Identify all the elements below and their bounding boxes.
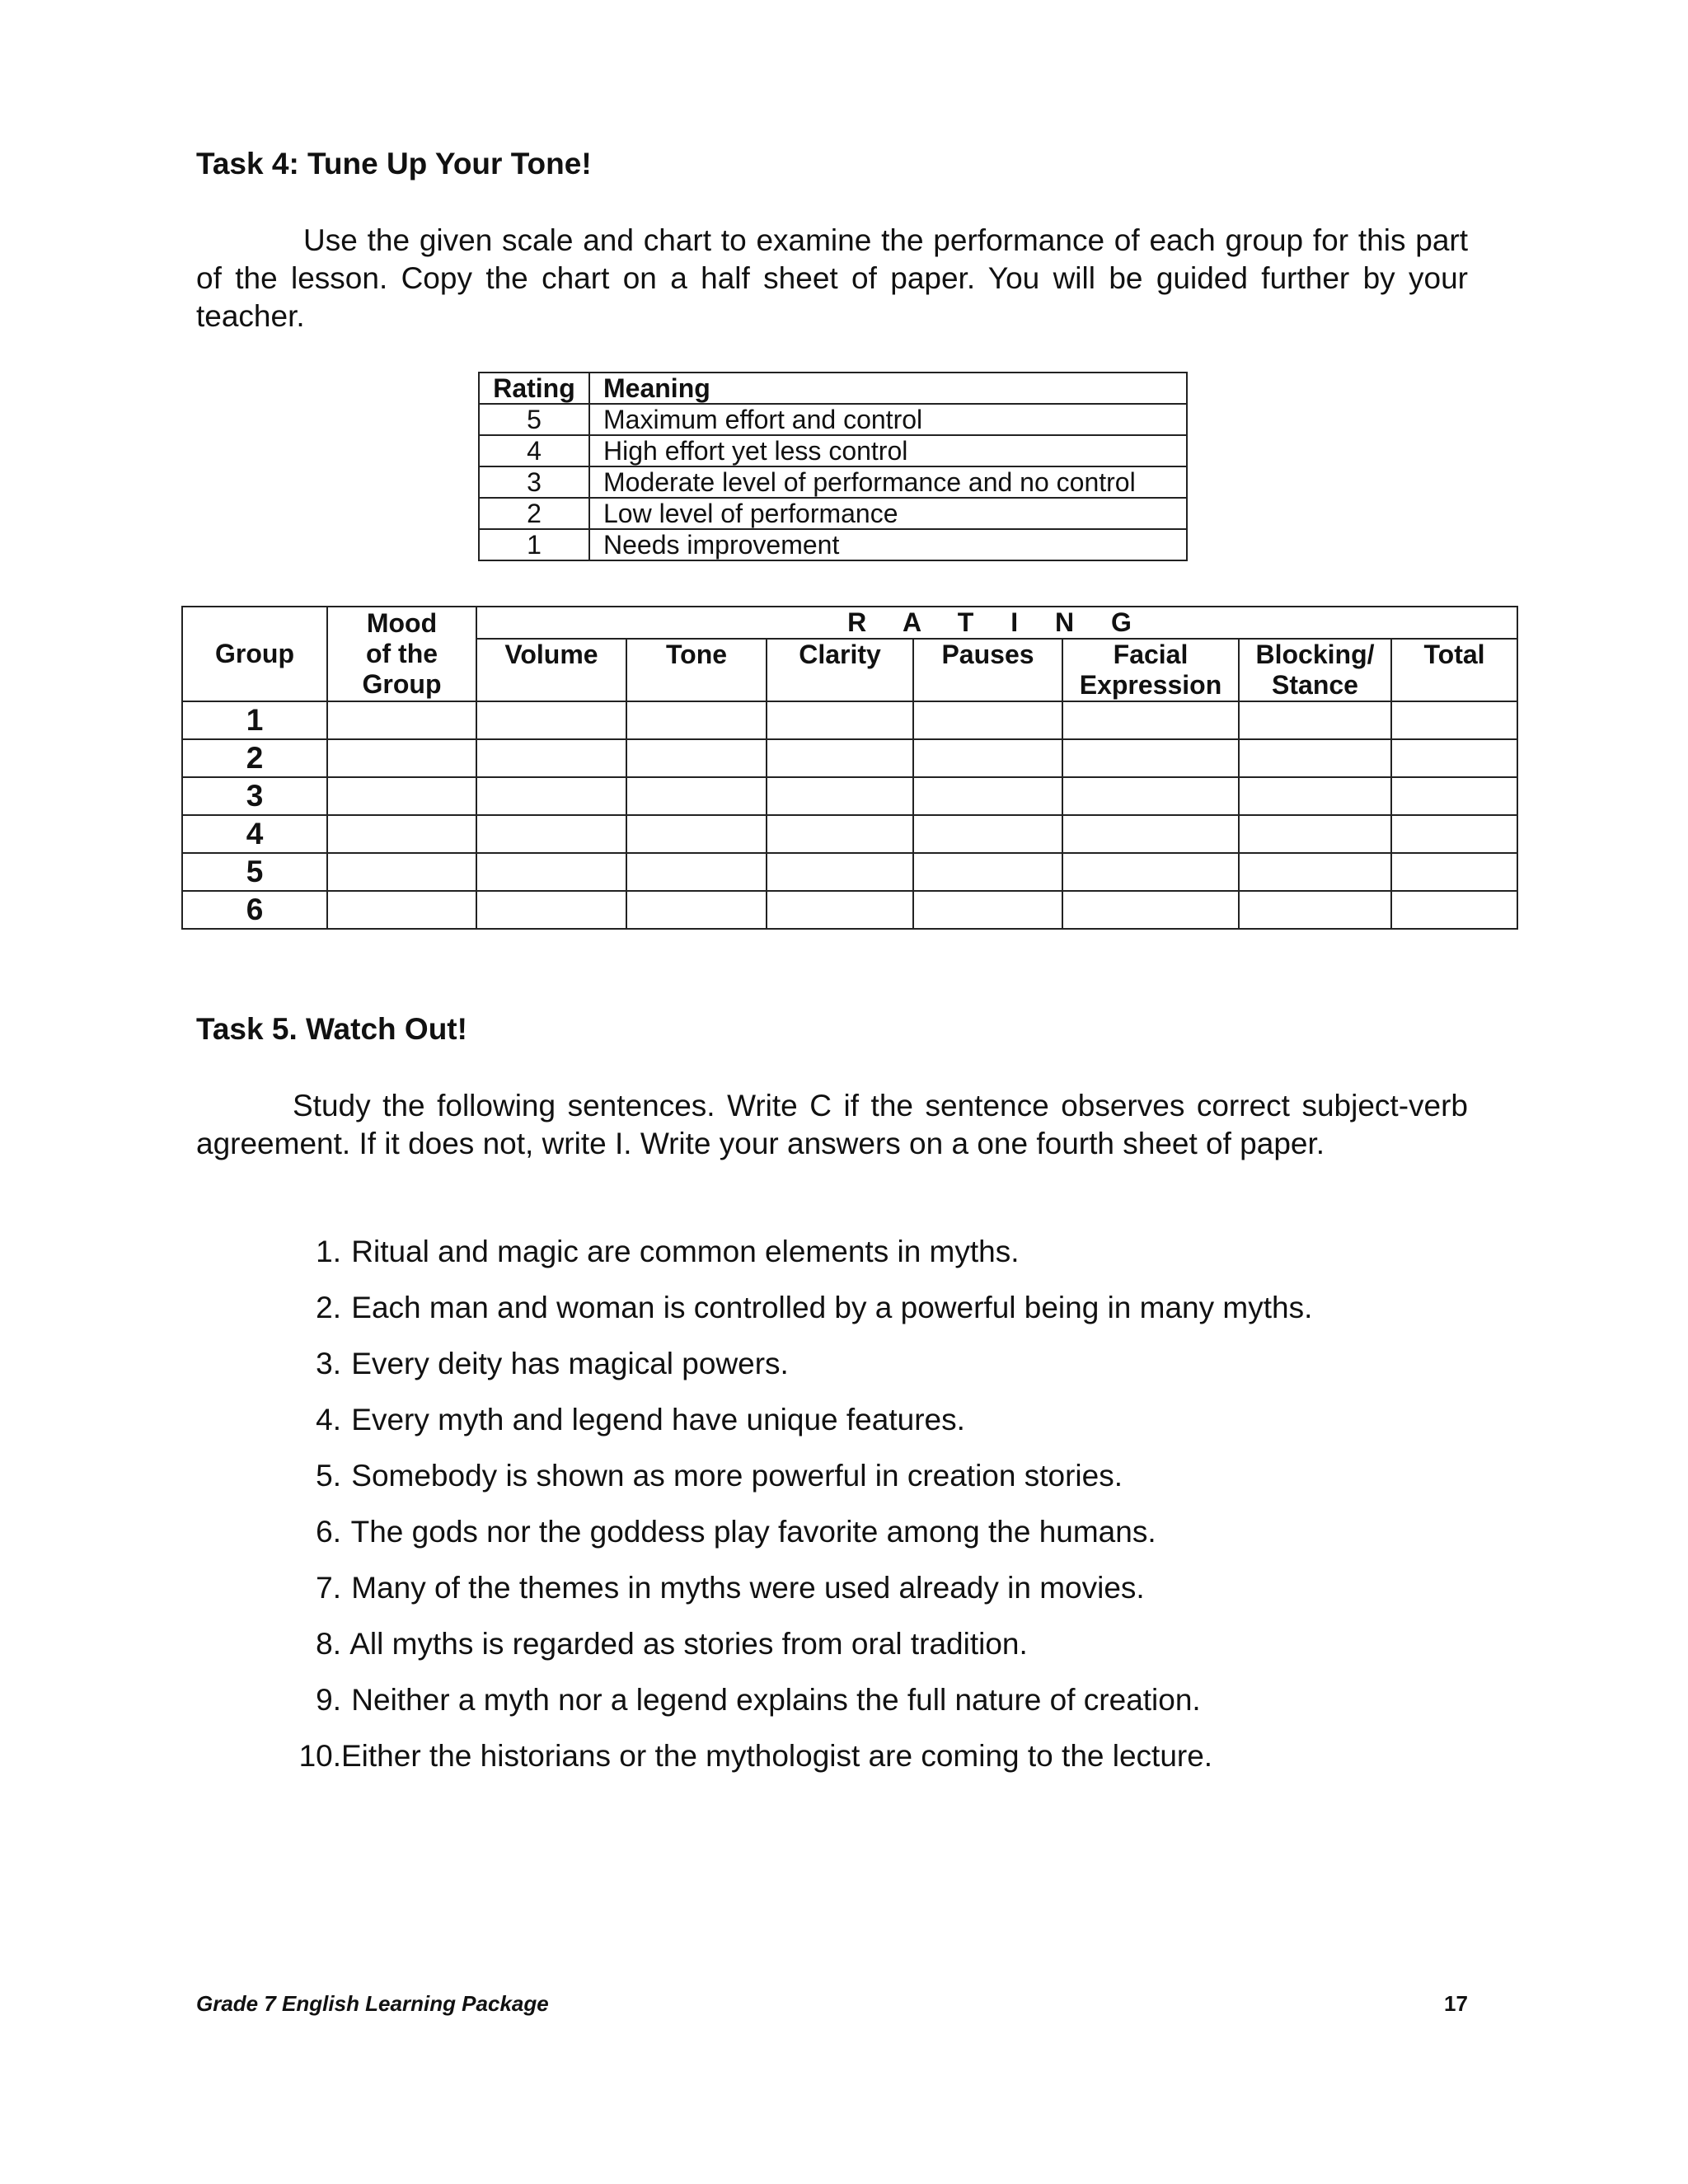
chart-header-row <box>182 607 1517 639</box>
scale-meaning: Maximum effort and control <box>589 404 1187 435</box>
criterion-label: Expression <box>1079 670 1222 700</box>
blank-cell <box>626 815 767 853</box>
item-text: Each man and woman is controlled by a powerful being in many myths. <box>351 1291 1313 1324</box>
scale-meaning: Moderate level of performance and no control <box>589 466 1187 498</box>
blank-cell <box>1062 739 1239 777</box>
scale-row <box>479 466 1187 498</box>
group-rating-chart <box>181 606 1518 930</box>
blank-cell <box>913 815 1062 853</box>
item-text: Neither a myth nor a legend explains the full nature of creation. <box>351 1683 1201 1717</box>
scale-rating: 3 <box>479 466 589 498</box>
criterion-header <box>476 639 626 701</box>
blank-cell <box>626 777 767 815</box>
mood-header-line: Mood <box>366 608 438 638</box>
blank-cell <box>767 777 913 815</box>
list-item <box>288 1457 1312 1513</box>
criterion-header <box>1391 639 1517 701</box>
group-number: 5 <box>182 853 327 891</box>
blank-cell <box>327 739 476 777</box>
scale-row <box>479 404 1187 435</box>
blank-cell <box>476 891 626 929</box>
item-text: Somebody is shown as more powerful in creation stories. <box>351 1459 1123 1493</box>
blank-cell <box>767 739 913 777</box>
item-number: 6. <box>316 1515 341 1549</box>
blank-cell <box>327 815 476 853</box>
chart-header-mood <box>327 607 476 701</box>
blank-cell <box>1062 815 1239 853</box>
task5-instructions: Study the following sentences. Write C if the sentence observes correct subject-verb agreement. If it does not, write I. Write your answers on a one fourth sheet of paper. <box>196 1089 1468 1160</box>
blank-cell <box>626 701 767 739</box>
scale-header-meaning: Meaning <box>589 373 1187 404</box>
item-number: 8. <box>316 1627 341 1661</box>
item-number: 2. <box>316 1291 341 1324</box>
blank-cell <box>1239 739 1391 777</box>
task4-instructions: Use the given scale and chart to examine the performance of each group for this part of the lesson. Copy the chart on a half sheet of paper. You will be guided further by your teacher. <box>196 223 1468 333</box>
list-item <box>288 1289 1312 1345</box>
scale-meaning: High effort yet less control <box>589 435 1187 466</box>
scale-rating: 4 <box>479 435 589 466</box>
group-number: 1 <box>182 701 327 739</box>
blank-cell <box>626 853 767 891</box>
blank-cell <box>1239 701 1391 739</box>
item-number: 9. <box>316 1683 341 1717</box>
mood-header-line: of the <box>365 639 438 668</box>
footer-title: Grade 7 English Learning Package <box>196 1991 549 2016</box>
scale-meaning: Needs improvement <box>589 529 1187 560</box>
criterion-header <box>1062 639 1239 701</box>
item-number: 10. <box>298 1739 341 1773</box>
list-item <box>288 1681 1312 1737</box>
blank-cell <box>327 891 476 929</box>
blank-cell <box>1239 777 1391 815</box>
criterion-label: Tone <box>665 640 728 669</box>
blank-cell <box>1062 891 1239 929</box>
blank-cell <box>1062 701 1239 739</box>
criterion-label: Volume <box>504 640 598 669</box>
group-number: 2 <box>182 739 327 777</box>
criterion-label: Total <box>1423 640 1485 669</box>
blank-cell <box>476 777 626 815</box>
criterion-label: Blocking/ <box>1255 640 1375 669</box>
blank-cell <box>767 701 913 739</box>
blank-cell <box>1062 853 1239 891</box>
chart-row <box>182 891 1517 929</box>
rating-label: R A T I N G <box>847 607 1146 637</box>
criterion-label: Facial <box>1113 640 1189 669</box>
item-number: 1. <box>316 1235 341 1268</box>
scale-row <box>479 435 1187 466</box>
list-item <box>288 1737 1312 1793</box>
blank-cell <box>476 739 626 777</box>
blank-cell <box>767 853 913 891</box>
group-number: 6 <box>182 891 327 929</box>
list-item <box>288 1569 1312 1625</box>
blank-cell <box>913 777 1062 815</box>
blank-cell <box>913 739 1062 777</box>
criterion-label: Pauses <box>941 640 1034 669</box>
blank-cell <box>767 815 913 853</box>
page-number: 17 <box>1444 1991 1468 2016</box>
item-text: Many of the themes in myths were used already in movies. <box>351 1571 1145 1605</box>
item-number: 4. <box>316 1403 341 1436</box>
blank-cell <box>327 853 476 891</box>
item-number: 7. <box>316 1571 341 1605</box>
blank-cell <box>1391 777 1517 815</box>
blank-cell <box>626 739 767 777</box>
task5-title: Task 5. Watch Out! <box>196 1012 467 1046</box>
blank-cell <box>1239 853 1391 891</box>
chart-row <box>182 853 1517 891</box>
scale-rating: 2 <box>479 498 589 529</box>
criterion-label: Stance <box>1272 670 1358 700</box>
list-item <box>288 1625 1312 1681</box>
scale-header-row <box>479 373 1187 404</box>
blank-cell <box>1391 739 1517 777</box>
rating-scale-table <box>478 372 1188 561</box>
scale-row <box>479 529 1187 560</box>
criterion-header <box>626 639 767 701</box>
blank-cell <box>327 701 476 739</box>
scale-meaning: Low level of performance <box>589 498 1187 529</box>
criterion-header <box>767 639 913 701</box>
item-text: Every myth and legend have unique features. <box>351 1403 965 1436</box>
blank-cell <box>1391 891 1517 929</box>
blank-cell <box>913 891 1062 929</box>
task4-title: Task 4: Tune Up Your Tone! <box>196 147 592 180</box>
scale-header-rating: Rating <box>479 373 589 404</box>
blank-cell <box>913 701 1062 739</box>
list-item <box>288 1345 1312 1401</box>
blank-cell <box>1391 701 1517 739</box>
chart-row <box>182 815 1517 853</box>
chart-row <box>182 739 1517 777</box>
list-item <box>288 1401 1312 1457</box>
list-item <box>288 1233 1312 1289</box>
item-number: 5. <box>316 1459 341 1493</box>
chart-header-rating <box>476 607 1517 639</box>
blank-cell <box>327 777 476 815</box>
blank-cell <box>476 815 626 853</box>
blank-cell <box>1239 891 1391 929</box>
item-text: The gods nor the goddess play favorite among the humans. <box>350 1515 1156 1549</box>
item-text: Every deity has magical powers. <box>351 1347 789 1380</box>
scale-rating: 5 <box>479 404 589 435</box>
blank-cell <box>1391 853 1517 891</box>
item-text: Either the historians or the mythologist are coming to the lecture. <box>341 1739 1213 1773</box>
mood-header-line: Group <box>362 669 442 699</box>
blank-cell <box>767 891 913 929</box>
blank-cell <box>913 853 1062 891</box>
group-number: 3 <box>182 777 327 815</box>
group-number: 4 <box>182 815 327 853</box>
chart-header-group: Group <box>182 607 327 701</box>
blank-cell <box>1239 815 1391 853</box>
item-text: Ritual and magic are common elements in myths. <box>351 1235 1020 1268</box>
list-item <box>288 1513 1312 1569</box>
criterion-label: Clarity <box>799 640 881 669</box>
scale-rating: 1 <box>479 529 589 560</box>
criterion-header <box>913 639 1062 701</box>
criterion-header <box>1239 639 1391 701</box>
blank-cell <box>476 701 626 739</box>
blank-cell <box>1391 815 1517 853</box>
item-number: 3. <box>316 1347 341 1380</box>
sentence-list <box>288 1233 1312 1793</box>
blank-cell <box>626 891 767 929</box>
item-text: All myths is regarded as stories from oral tradition. <box>349 1627 1028 1661</box>
chart-row <box>182 777 1517 815</box>
scale-row <box>479 498 1187 529</box>
blank-cell <box>476 853 626 891</box>
chart-row <box>182 701 1517 739</box>
blank-cell <box>1062 777 1239 815</box>
